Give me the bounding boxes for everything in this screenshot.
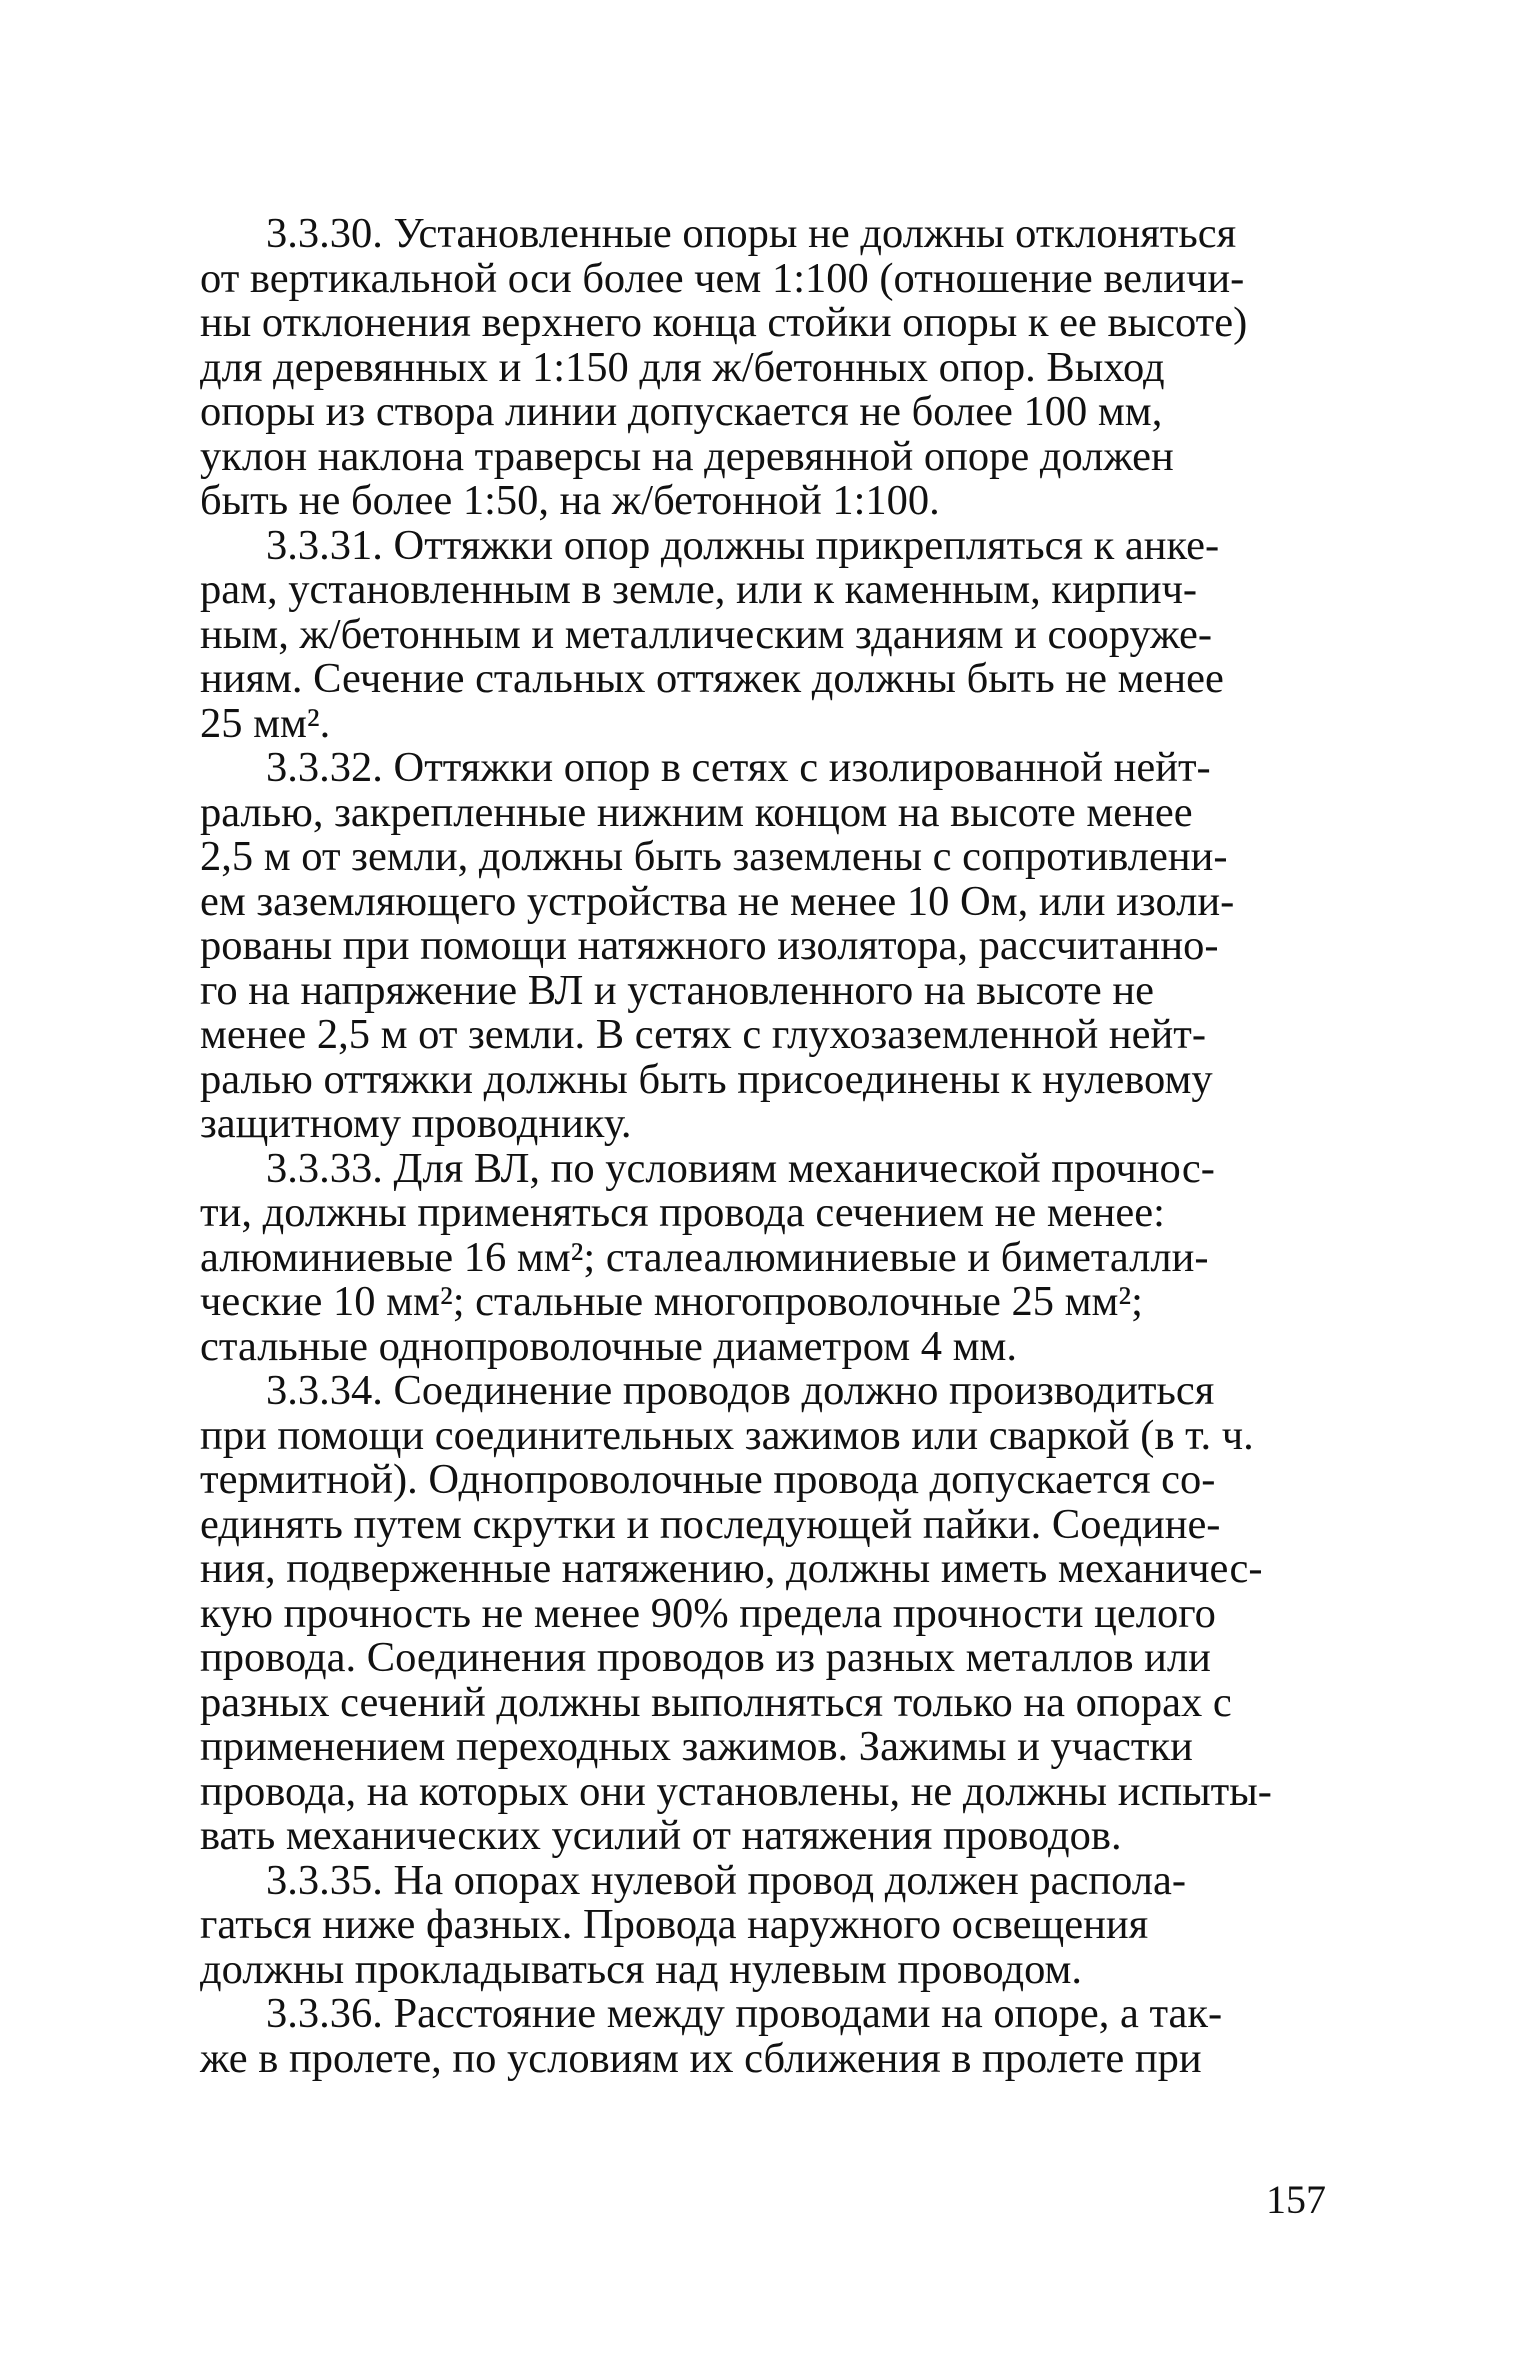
body-text	[200, 212, 1320, 2081]
paragraph-3-3-35: 3.3.35. На опорах нулевой провод должен распола- гаться ниже фазных. Провода наружного освещения должны прокладываться над нулевым проводом.	[200, 1856, 1186, 1993]
paragraph-3-3-33: 3.3.33. Для ВЛ, по условиям механической прочнос- ти, должны применяться провода сечением не менее: алюминиевые 16 мм²; сталеалюминиевые и биметалли- ческие 10 мм²; стальные многопроволочные 25 мм²; стальные однопроволочные диаметром 4 мм.	[200, 1144, 1215, 1370]
paragraph-3-3-32: 3.3.32. Оттяжки опор в сетях с изолированной нейт- ралью, закрепленные нижним концом на высоте менее 2,5 м от земли, должны быть заземлены с сопротивлени- ем заземляющего устройства не менее 10 Ом, или изоли- рованы при помощи натяжного изолятора, рассчитанно- го на напряжение ВЛ и установленного на высоте не менее 2,5 м от земли. В сетях с глухозаземленной нейт- ралью оттяжки должны быть присоединены к нулевому защитному проводнику.	[200, 744, 1235, 1147]
paragraph-3-3-30: 3.3.30. Установленные опоры не должны отклоняться от вертикальной оси более чем 1:100 (отношение величи- ны отклонения верхнего конца стойки опоры к ее высоте) для деревянных и 1:150 для ж/бетонных опор. Выход опоры из створа линии допускается не более 100 мм, уклон наклона траверсы на деревянной опоре должен быть не более 1:50, на ж/бетонной 1:100.	[200, 210, 1248, 524]
page-number: 157	[1266, 2177, 1326, 2222]
paragraph-3-3-36: 3.3.36. Расстояние между проводами на опоре, а так- же в пролете, по условиям их сближения в пролете при	[200, 1990, 1223, 2082]
paragraph-3-3-34: 3.3.34. Соединение проводов должно производиться при помощи соединительных зажимов или сваркой (в т. ч. термитной). Однопроволочные провода допускается со- единять путем скрутки и последующей пайки. Соедине- ния, подверженные натяжению, должны иметь механичес- кую прочность не менее 90% предела прочности целого провода. Соединения проводов из разных металлов или разных сечений должны выполняться только на опорах с применением переходных зажимов. Зажимы и участки провода, на которых они установлены, не должны испыты- вать механических усилий от натяжения проводов.	[200, 1367, 1272, 1859]
paragraph-3-3-31: 3.3.31. Оттяжки опор должны прикрепляться к анке- рам, установленным в земле, или к каменным, кирпич- ным, ж/бетонным и металлическим зданиям и сооруже- ниям. Сечение стальных оттяжек должны быть не менее 25 мм².	[200, 521, 1224, 747]
